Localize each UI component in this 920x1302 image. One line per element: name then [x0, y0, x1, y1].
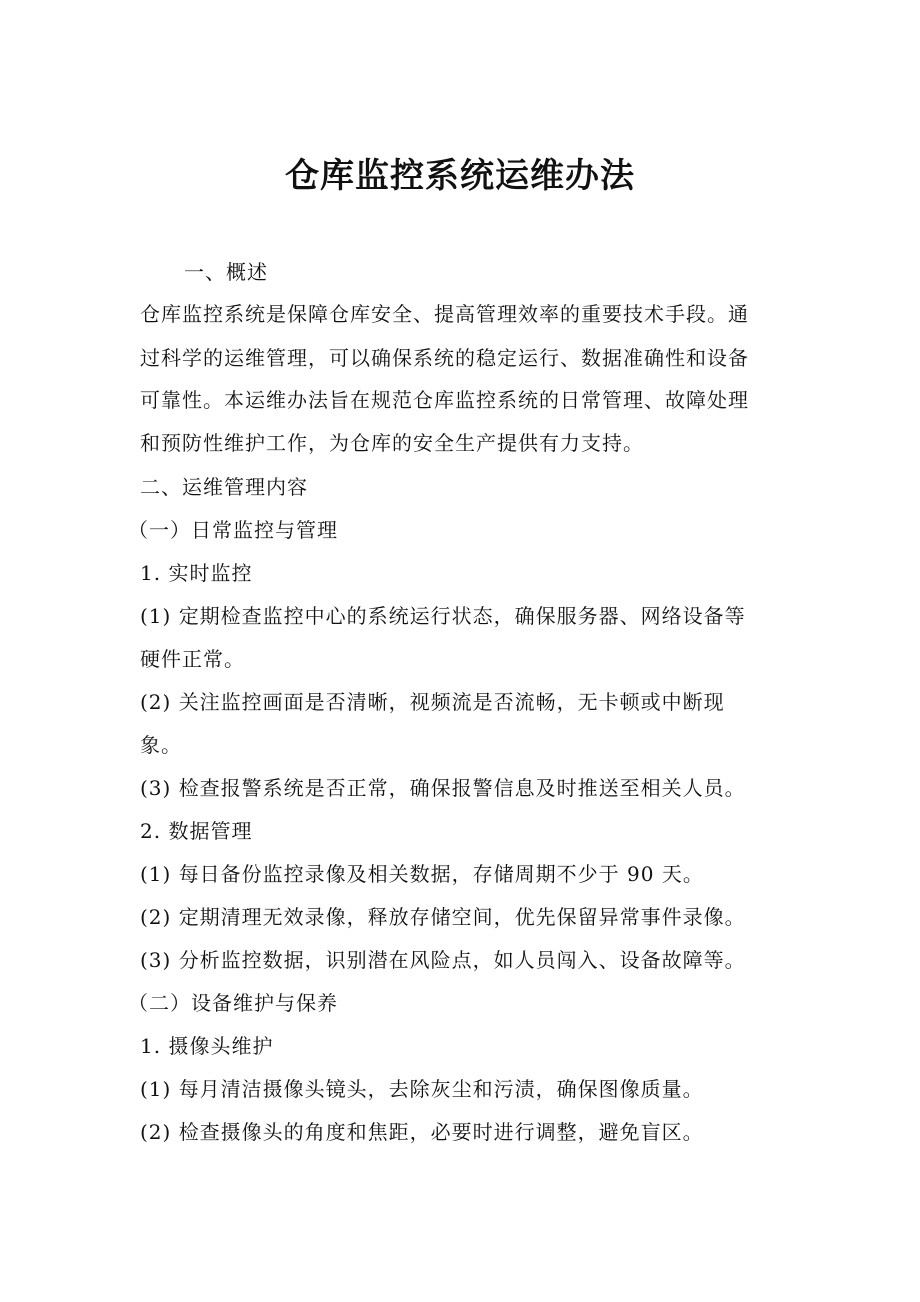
subsection-heading-maintenance: （二）设备维护与保养	[128, 991, 338, 1015]
item-heading-data: 2. 数据管理	[140, 819, 253, 843]
item-heading-realtime: 1. 实时监控	[140, 561, 253, 585]
list-item: (1) 每日备份监控录像及相关数据，存储周期不少于 90 天。	[140, 862, 704, 886]
document-title: 仓库监控系统运维办法	[285, 156, 635, 196]
list-item: (2) 检查摄像头的角度和焦距，必要时进行调整，避免盲区。	[140, 1120, 704, 1144]
subsection-heading-daily: （一）日常监控与管理	[128, 518, 338, 542]
paragraph-line: 仓库监控系统是保障仓库安全、提高管理效率的重要技术手段。通	[140, 302, 749, 326]
list-item: (3) 分析监控数据，识别潜在风险点，如人员闯入、设备故障等。	[140, 948, 746, 972]
list-item-continuation: 硬件正常。	[140, 647, 245, 671]
list-item-continuation: 象。	[140, 733, 182, 757]
section-heading-content: 二、运维管理内容	[140, 475, 308, 499]
list-item: (3) 检查报警系统是否正常，确保报警信息及时推送至相关人员。	[140, 776, 746, 800]
item-heading-camera: 1. 摄像头维护	[140, 1034, 274, 1058]
list-item: (2) 关注监控画面是否清晰，视频流是否流畅，无卡顿或中断现	[140, 690, 725, 714]
paragraph-line: 和预防性维护工作，为仓库的安全生产提供有力支持。	[140, 431, 644, 455]
list-item: (2) 定期清理无效录像，释放存储空间，优先保留异常事件录像。	[140, 905, 746, 929]
list-item: (1) 每月清洁摄像头镜头，去除灰尘和污渍，确保图像质量。	[140, 1077, 704, 1101]
paragraph-line: 过科学的运维管理，可以确保系统的稳定运行、数据准确性和设备	[140, 346, 749, 370]
section-heading-overview: 一、概述	[184, 260, 268, 284]
list-item: (1) 定期检查监控中心的系统运行状态，确保服务器、网络设备等	[140, 604, 746, 628]
paragraph-line: 可靠性。本运维办法旨在规范仓库监控系统的日常管理、故障处理	[140, 388, 749, 412]
